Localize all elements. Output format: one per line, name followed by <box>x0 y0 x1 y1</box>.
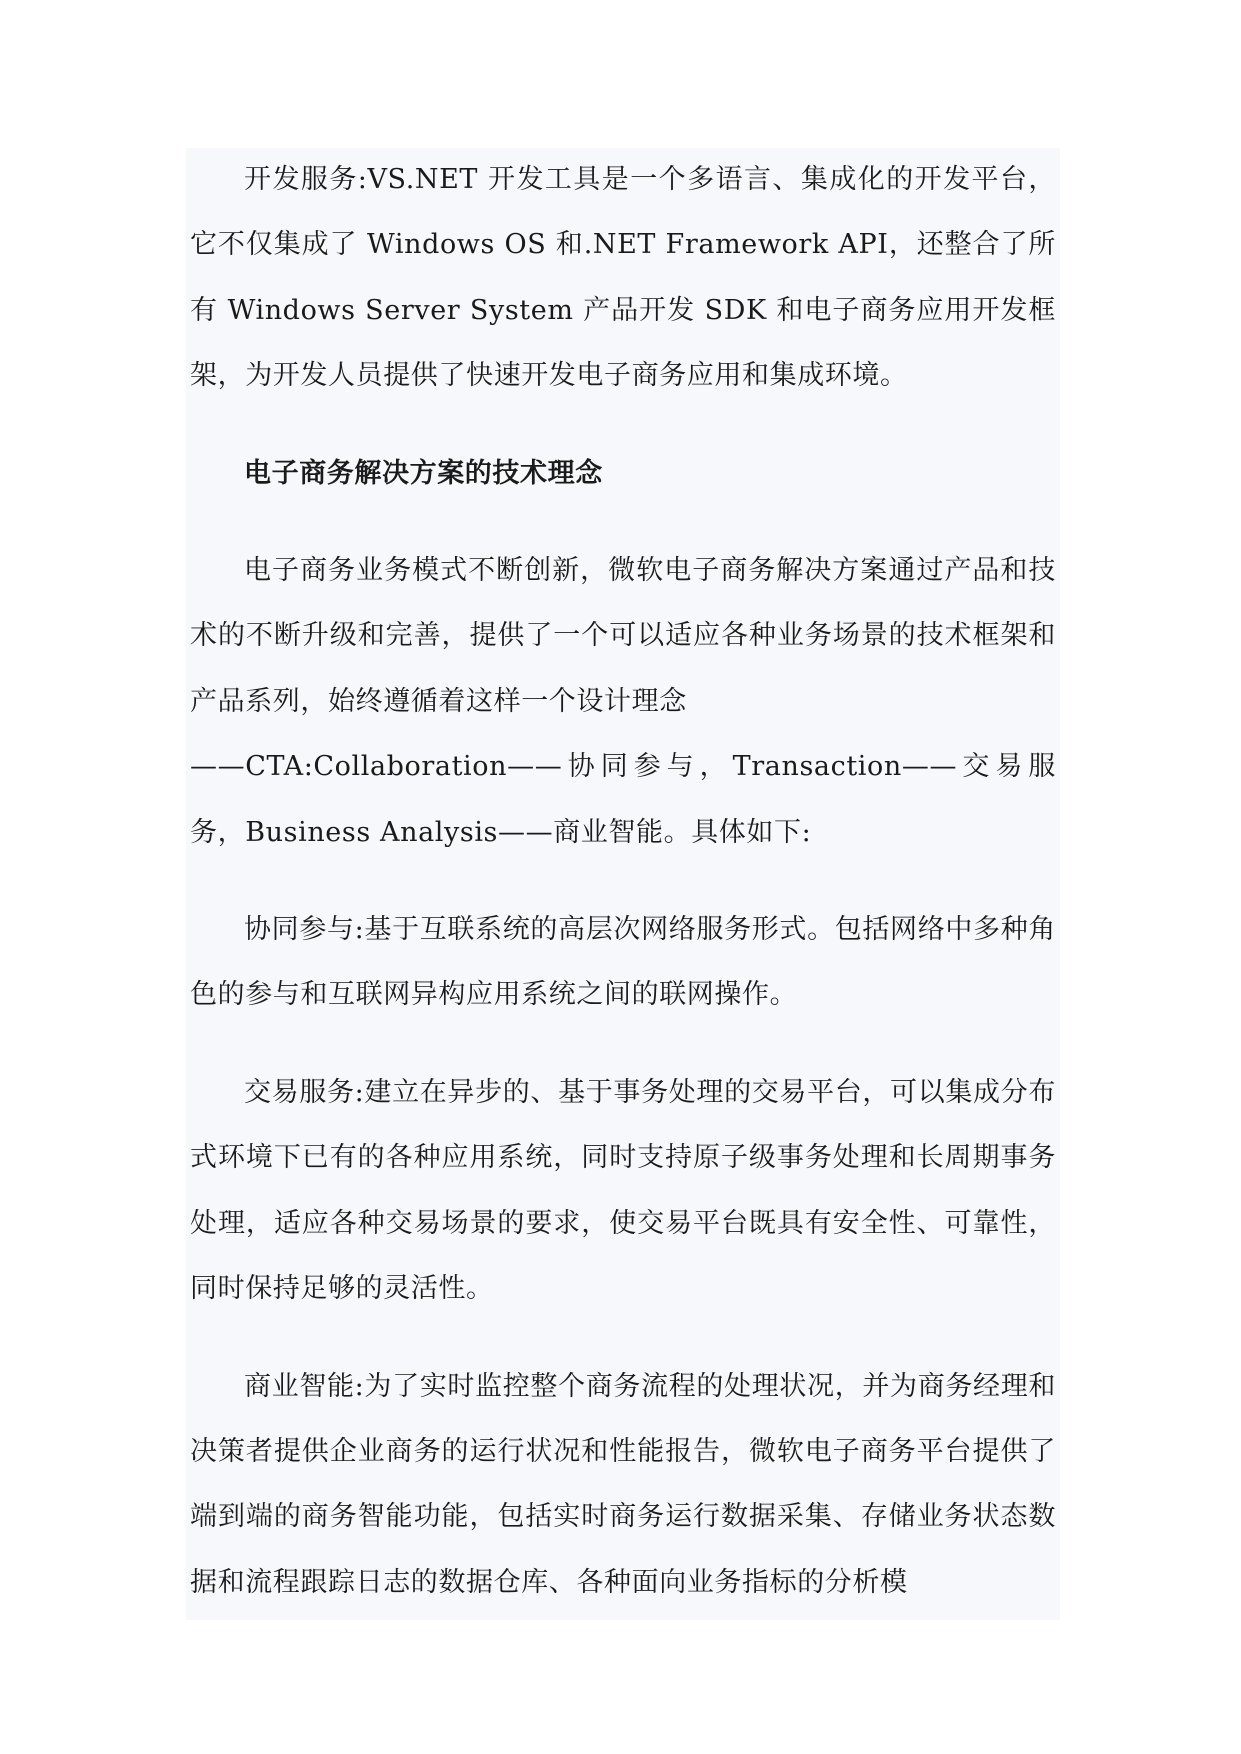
paragraph-collaboration: 协同参与:基于互联系统的高层次网络服务形式。包括网络中多种角色的参与和互联网异构应用系统之间的联网操作。 <box>190 914 1056 1011</box>
paragraph-transaction: 交易服务:建立在异步的、基于事务处理的交易平台，可以集成分布式环境下已有的各种应用系统，同时支持原子级事务处理和长周期事务处理，适应各种交易场景的要求，使交易平台既具有安全性、可靠性，同时保持足够的灵活性。 <box>190 1076 1056 1305</box>
document-body <box>190 148 1056 1615</box>
section-heading: 电子商务解决方案的技术理念 <box>244 457 603 489</box>
paragraph-business-analysis: 商业智能:为了实时监控整个商务流程的处理状况，并为商务经理和决策者提供企业商务的运行状况和性能报告，微软电子商务平台提供了端到端的商务智能功能，包括实时商务运行数据采集、存储业务状态数据和流程跟踪日志的数据仓库、各种面向业务指标的分析模 <box>190 1370 1056 1598</box>
paragraph-technology-concept: 电子商务业务模式不断创新，微软电子商务解决方案通过产品和技术的不断升级和完善，提供了一个可以适应各种业务场景的技术框架和产品系列，始终遵循着这样一个设计理念 <box>190 555 1056 717</box>
document-page <box>186 148 1060 1620</box>
paragraph-cta-concept: ——CTA:Collaboration——协同参与，Transaction——交易服务，Business Analysis——商业智能。具体如下: <box>190 751 1056 848</box>
paragraph-development-services: 开发服务:VS.NET 开发工具是一个多语言、集成化的开发平台，它不仅集成了 Windows OS 和.NET Framework API，还整合了所有 Windows Server System 产品开发 SDK 和电子商务应用开发框架，为开发人员提供了快速开发电子商务应用和集成环境。 <box>190 164 1056 392</box>
